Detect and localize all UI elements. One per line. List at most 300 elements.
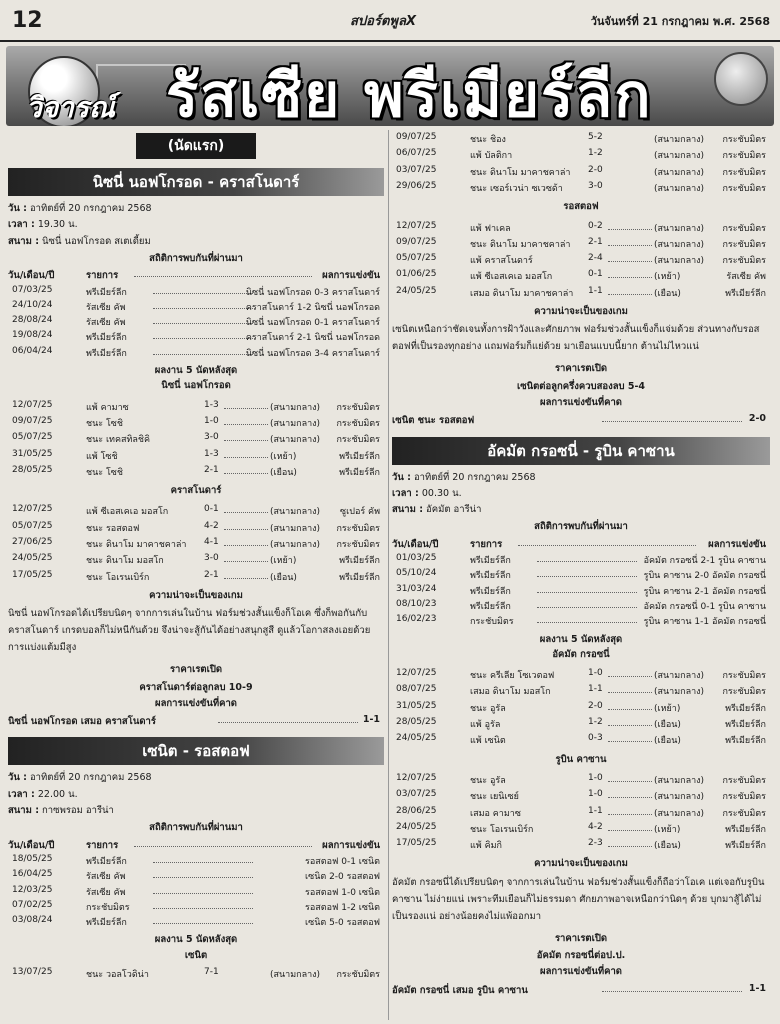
date-value: อาทิตย์ที่ 20 กรกฎาคม 2568 [413, 471, 536, 483]
h2h-competition: กระชับมิตร [86, 902, 130, 913]
form-score: 1-0 [204, 415, 219, 426]
col-comp-header: รายการ [86, 270, 119, 282]
form-competition: พรีเมียร์ลีก [725, 824, 766, 835]
leader-dots [608, 286, 652, 295]
form-row [392, 269, 770, 284]
form-competition: กระชับมิตร [336, 970, 380, 980]
form-competition: กระชับมิตร [336, 540, 380, 550]
col-date-header: วัน/เดือน/ปี [8, 839, 55, 851]
match-analysis: อัคมัต กรอซนี่ได้เปรียบนิดๆ จากการเล่นในบ้าน ฟอร์มช่วงสั้นแข็งก็ถือว่าโอเค แต่เจอกับรูบิน คาซาน ไม่ง่ายแน่ เพราะทีมเยือนก็ไม่ธรรมดา ศักยภาพอาจเหนือกว่านิดๆ ด้วย บุกมาสู้ได้ไม่เป็นรองแน่ อย่างน้อยคงไม่แพ้ออกมา [392, 876, 765, 922]
form-venue: (เยือน) [270, 572, 297, 583]
col-result-header: ผลการแข่งขัน [708, 538, 766, 550]
form-competition: กระชับมิตร [336, 435, 380, 446]
h2h-competition: รัสเซีย คัพ [86, 887, 126, 898]
leader-dots [134, 268, 312, 277]
form-score: 3-0 [204, 553, 219, 564]
form-date: 12/07/25 [12, 399, 53, 410]
form-row [392, 181, 770, 196]
opening-odds: คราสโนดาร์ต่อลูกลบ 10-9 [139, 681, 253, 693]
form-row [8, 449, 384, 464]
h2h-result: อัคมัต กรอซนี่ 2-1 รูบิน คาซาน [643, 556, 766, 566]
form-score: 0-1 [204, 504, 219, 515]
form-date: 31/05/25 [396, 700, 437, 711]
form-venue: (สนามกลาง) [654, 151, 705, 162]
h2h-result: นิซนี่ นอฟโกรอด 3-4 คราสโนดาร์ [245, 348, 380, 359]
h2h-competition: พรีเมียร์ลีก [470, 571, 511, 582]
match-analysis: นิซนี่ นอฟโกรอดได้เปรียบนิดๆ จากการเล่นในบ้าน ฟอร์มช่วงสั้นแข็งก็โอเค ซึ่งก็พอกันกับคราสโนดาร์ เกรดบอลก็ไม่หนีกันด้วย จึงน่าจะสู้กันได้อย่างสนุกสูสี ดูแล้วโอกาสลงเอยด้วยการแบ่งแต้มมีสูง [8, 608, 371, 654]
form-score: 0-3 [588, 733, 603, 744]
form-opponent: แพ้ อูรัล [470, 720, 501, 730]
form-competition: พรีเมียร์ลีก [725, 703, 766, 714]
form-venue: (สนามกลาง) [654, 792, 705, 803]
h2h-date: 01/03/25 [396, 553, 437, 563]
column-divider [388, 130, 389, 1020]
form-date: 09/07/25 [396, 132, 437, 142]
leader-dots [608, 822, 652, 831]
h2h-result: เซนิต 5-0 รอสตอฟ [305, 918, 380, 929]
h2h-date: 06/04/24 [12, 345, 53, 356]
prediction-score: 1-1 [362, 714, 380, 726]
h2h-competition: กระชับมิตร [470, 617, 514, 628]
leader-dots [224, 465, 268, 474]
h2h-result: อัคมัต กรอซนี่ 0-1 รูบิน คาซาน [643, 601, 766, 612]
form-score: 3-0 [588, 180, 603, 191]
last5-heading: ผลงาน 5 นัดหลังสุด [154, 934, 238, 946]
form-venue: (สนามกลาง) [654, 671, 705, 682]
form-competition: กระชับมิตร [722, 671, 766, 682]
form-competition: ซูเปอร์ คัพ [340, 507, 380, 518]
football-icon-right [714, 52, 768, 106]
form-row [8, 967, 384, 982]
h2h-row [392, 584, 770, 599]
date-label: วัน : [8, 772, 27, 784]
form-venue: (สนามกลาง) [654, 135, 705, 145]
form-venue: (สนามกลาง) [270, 435, 321, 446]
h2h-result: รอสตอฟ 1-0 เซนิต [305, 887, 380, 898]
form-row [392, 789, 770, 804]
form-score: 1-1 [588, 805, 603, 816]
form-row [392, 773, 770, 788]
form-date: 08/07/25 [396, 684, 437, 695]
form-venue: (เยือน) [654, 720, 681, 730]
form-row [392, 717, 770, 732]
form-date: 05/07/25 [12, 432, 53, 443]
h2h-competition: รัสเซีย คัพ [86, 302, 126, 313]
form-score: 1-2 [588, 717, 603, 727]
form-row [392, 838, 770, 853]
leader-dots [602, 413, 742, 422]
form-opponent: เสมอ ดินาโม มาคาชคาล่า [470, 288, 574, 299]
prediction-score: 2-0 [748, 413, 766, 425]
form-row [392, 822, 770, 837]
leader-dots [224, 570, 268, 579]
probability-heading: ความน่าจะเป็นของเกม [149, 589, 243, 601]
h2h-result: รูบิน คาซาน 2-1 อัคมัต กรอซนี่ [643, 586, 766, 597]
match-title: อัคมัต กรอซนี่ - รูบิน คาซาน [392, 437, 770, 465]
match-venue [8, 803, 114, 818]
col-date-header: วัน/เดือน/ปี [392, 538, 439, 550]
venue-label: สนาม : [392, 504, 423, 516]
form-venue: (เหย้า) [654, 272, 681, 283]
form-score: 2-1 [204, 569, 219, 580]
first-leg-label [8, 130, 384, 160]
form-opponent: แพ้ คามาซ [86, 402, 129, 413]
form-competition: พรีเมียร์ลีก [339, 556, 380, 567]
team-form-heading: รอสตอฟ [563, 201, 599, 213]
leader-dots [537, 568, 637, 577]
form-competition: พรีเมียร์ลีก [725, 288, 766, 299]
form-score: 1-1 [588, 285, 603, 296]
form-score: 2-4 [588, 253, 603, 264]
match-venue [8, 234, 151, 249]
form-venue: (เหย้า) [654, 703, 681, 714]
opening-odds: อัคมัต กรอซนี่ต่อป.ป. [536, 950, 626, 961]
form-score: 1-3 [204, 399, 219, 410]
col-result-header: ผลการแข่งขัน [322, 270, 380, 282]
h2h-result: คราสโนดาร์ 2-1 นิซนี่ นอฟโกรอด [245, 333, 380, 344]
leader-dots [153, 854, 253, 863]
form-score: 1-1 [588, 684, 603, 695]
form-date: 29/06/25 [396, 180, 437, 191]
form-opponent: ชนะ ชิอง [470, 135, 506, 145]
leader-dots [518, 537, 696, 546]
probability-heading: ความน่าจะเป็นของเกม [534, 306, 628, 317]
h2h-result: นิซนี่ นอฟโกรอด 0-1 คราสโนดาร์ [245, 318, 380, 329]
probability-heading: ความน่าจะเป็นของเกม [534, 858, 628, 870]
form-venue: (สนามกลาง) [270, 507, 321, 518]
form-row [8, 570, 384, 585]
form-opponent: ชนะ วอลโวดิน่า [86, 970, 149, 980]
time-label: เวลา : [8, 788, 35, 800]
banner-subtitle: วิจารณ์ [26, 91, 115, 124]
leader-dots [153, 300, 253, 309]
form-row [392, 132, 770, 147]
form-venue: (เหย้า) [654, 824, 681, 835]
leader-dots [602, 983, 742, 992]
leader-dots [608, 253, 652, 262]
venue-value: กาซพรอม อารีน่า [42, 805, 114, 816]
form-venue: (เยือน) [654, 841, 681, 852]
form-opponent: แพ้ บัลติกา [470, 151, 513, 162]
date-value: อาทิตย์ที่ 20 กรกฎาคม 2568 [29, 203, 152, 214]
form-score: 4-1 [204, 537, 219, 547]
form-row [392, 253, 770, 268]
form-competition: กระชับมิตร [722, 151, 766, 162]
h2h-date: 18/05/25 [12, 853, 53, 864]
h2h-date: 07/03/25 [12, 284, 53, 295]
form-venue: (สนามกลาง) [654, 223, 705, 234]
h2h-row [8, 315, 384, 330]
form-date: 06/07/25 [396, 148, 437, 159]
form-score: 5-2 [588, 132, 603, 142]
h2h-date: 16/02/23 [396, 614, 437, 625]
h2h-row [392, 568, 770, 583]
form-venue: (สนามกลาง) [654, 256, 705, 267]
h2h-competition: พรีเมียร์ลีก [470, 556, 511, 566]
col-comp-header: รายการ [86, 839, 119, 851]
h2h-heading: สถิติการพบกันที่ผ่านมา [534, 521, 628, 533]
form-venue: (เหย้า) [270, 556, 297, 567]
h2h-row [8, 854, 384, 869]
form-row [392, 668, 770, 683]
leader-dots [153, 346, 253, 355]
form-date: 12/07/25 [396, 668, 437, 679]
form-opponent: ชนะ โอเรนเบิร์ก [470, 824, 534, 835]
date-label: วัน : [392, 471, 411, 483]
h2h-heading: สถิติการพบกันที่ผ่านมา [149, 822, 243, 834]
prediction-heading: ผลการแข่งขันที่คาด [155, 697, 237, 709]
h2h-competition: รัสเซีย คัพ [86, 318, 126, 329]
h2h-competition: พรีเมียร์ลีก [86, 333, 127, 344]
form-venue: (สนามกลาง) [654, 808, 705, 819]
form-competition: กระชับมิตร [722, 167, 766, 178]
form-opponent: เสมอ คามาซ [470, 808, 521, 819]
h2h-row [8, 885, 384, 900]
form-score: 2-1 [588, 236, 603, 247]
leader-dots [608, 684, 652, 693]
form-row [8, 432, 384, 447]
form-competition: พรีเมียร์ลีก [725, 720, 766, 730]
form-date: 09/07/25 [12, 415, 53, 426]
form-opponent: ชนะ ดินาโม มาคาชคาล่า [86, 540, 187, 550]
form-competition: กระชับมิตร [722, 775, 766, 786]
form-venue: (สนามกลาง) [654, 167, 705, 178]
h2h-competition: รัสเซีย คัพ [86, 872, 126, 883]
venue-label: สนาม : [8, 235, 39, 247]
form-competition: พรีเมียร์ลีก [339, 467, 380, 478]
h2h-result: รูบิน คาซาน 2-0 อัคมัต กรอซนี่ [643, 571, 766, 582]
form-opponent: ชนะ โซชิ [86, 418, 124, 429]
form-row [8, 465, 384, 480]
form-opponent: ชนะ รอสตอฟ [86, 523, 140, 534]
form-score: 2-0 [588, 700, 603, 711]
h2h-row [8, 915, 384, 930]
form-competition: กระชับมิตร [336, 418, 380, 429]
form-competition: รัสเซีย คัพ [726, 272, 766, 283]
form-row [392, 286, 770, 301]
h2h-column-headers [392, 537, 770, 552]
page-number: 12 [12, 8, 43, 33]
form-date: 03/07/25 [396, 789, 437, 800]
form-date: 01/06/25 [396, 269, 437, 280]
form-date: 27/06/25 [12, 537, 53, 547]
form-date: 12/07/25 [396, 220, 437, 231]
h2h-date: 28/08/24 [12, 315, 53, 326]
team-form-heading: คราสโนดาร์ [170, 485, 222, 497]
form-venue: (สนามกลาง) [270, 402, 321, 413]
form-date: 28/05/25 [12, 464, 53, 475]
form-score: 1-0 [588, 668, 603, 679]
form-opponent: ชนะ ดินาโม มอสโก [86, 556, 164, 567]
form-score: 1-3 [204, 448, 219, 459]
h2h-result: นิซนี่ นอฟโกรอด 0-3 คราสโนดาร์ [245, 287, 380, 298]
form-competition: กระชับมิตร [336, 523, 380, 534]
h2h-result: เซนิต 2-0 รอสตอฟ [305, 872, 380, 883]
form-date: 17/05/25 [396, 838, 437, 849]
form-row [392, 237, 770, 252]
leader-dots [537, 599, 637, 608]
form-venue: (เยือน) [654, 736, 681, 747]
form-opponent: แพ้ เซนิต [470, 736, 506, 747]
team-form-heading: รูบิน คาซาน [555, 753, 607, 765]
h2h-row [8, 869, 384, 884]
form-score: 1-2 [588, 148, 603, 159]
form-competition: พรีเมียร์ลีก [725, 736, 766, 747]
form-row [8, 504, 384, 519]
leader-dots [224, 553, 268, 562]
h2h-result: รอสตอฟ 1-2 เซนิต [305, 902, 380, 913]
leader-dots [608, 806, 652, 815]
prediction-text: อัคมัต กรอซนี่ เสมอ รูบิน คาซาน [392, 984, 528, 996]
prediction-heading: ผลการแข่งขันที่คาด [540, 396, 622, 408]
time-value: 00.30 น. [421, 487, 462, 499]
form-date: 12/07/25 [396, 772, 437, 783]
form-date: 03/07/25 [396, 164, 437, 175]
date-value: อาทิตย์ที่ 20 กรกฎาคม 2568 [29, 772, 152, 784]
form-date: 28/06/25 [396, 805, 437, 816]
form-row [392, 701, 770, 716]
form-row [392, 806, 770, 821]
form-row [8, 416, 384, 431]
venue-value: นิซนี่ นอฟโกรอด สเตเดี้ยม [42, 235, 151, 247]
last5-heading: ผลงาน 5 นัดหลังสุด [154, 365, 238, 376]
form-row [392, 221, 770, 236]
form-venue: (สนามกลาง) [654, 183, 705, 194]
form-row [392, 733, 770, 748]
opening-odds: เซนิตต่อลูกครึ่งควบสองลบ 5-4 [516, 380, 646, 392]
form-score: 1-0 [588, 789, 603, 800]
date-label: วัน : [8, 203, 27, 214]
form-row [8, 400, 384, 415]
team-form-heading: เซนิต [184, 949, 208, 961]
match-time [392, 486, 462, 501]
form-opponent: ชนะ โซชิ [86, 467, 124, 478]
odds-heading: ราคาเรตเปิด [169, 664, 223, 676]
form-competition: กระชับมิตร [722, 239, 766, 250]
form-opponent: ชนะ เซอร์เวน่า ซเวซด้า [470, 183, 563, 194]
form-venue: (สนามกลาง) [270, 970, 321, 980]
leader-dots [537, 614, 637, 623]
leader-dots [153, 285, 253, 294]
h2h-column-headers [8, 838, 384, 853]
col-result-header: ผลการแข่งขัน [322, 839, 380, 851]
form-competition: กระชับมิตร [722, 687, 766, 698]
leader-dots [608, 221, 652, 230]
leader-dots [608, 237, 652, 246]
form-competition: กระชับมิตร [722, 808, 766, 819]
h2h-row [8, 285, 384, 300]
h2h-competition: พรีเมียร์ลีก [86, 348, 127, 359]
prediction-heading: ผลการแข่งขันที่คาด [540, 966, 622, 978]
form-competition: กระชับมิตร [336, 402, 380, 413]
form-date: 24/05/25 [12, 553, 53, 564]
h2h-result: รอสตอฟ 0-1 เซนิต [305, 856, 380, 867]
form-score: 4-2 [588, 821, 603, 832]
form-score: 7-1 [204, 967, 219, 977]
form-date: 31/05/25 [12, 448, 53, 459]
leader-dots [224, 521, 268, 530]
form-score: 3-0 [204, 432, 219, 443]
h2h-date: 08/10/23 [396, 598, 437, 609]
first-leg-badge: (นัดแรก) [136, 133, 256, 159]
match-time [8, 787, 78, 802]
form-opponent: แพ้ คิมกิ [470, 841, 502, 852]
form-competition: พรีเมียร์ลีก [725, 841, 766, 852]
form-date: 13/07/25 [12, 967, 53, 977]
form-competition: กระชับมิตร [722, 256, 766, 267]
form-opponent: แพ้ ซีเอสเคเอ มอสโก [86, 507, 169, 518]
leader-dots [224, 449, 268, 458]
form-score: 2-0 [588, 164, 603, 175]
h2h-date: 31/03/24 [396, 583, 437, 594]
form-opponent: ชนะ อูรัล [470, 703, 506, 714]
form-venue: (สนามกลาง) [270, 523, 321, 534]
form-opponent: แพ้ ฟาเคล [470, 223, 511, 234]
leader-dots [537, 584, 637, 593]
prediction-text: เซนิต ชนะ รอสตอฟ [392, 415, 475, 427]
form-row [8, 521, 384, 536]
leader-dots [218, 714, 358, 723]
h2h-row [392, 553, 770, 568]
form-date: 28/05/25 [396, 717, 437, 727]
match-date [8, 201, 152, 216]
form-opponent: ชนะ เทคสทิลชิคิ [86, 435, 151, 446]
form-date: 09/07/25 [396, 236, 437, 247]
h2h-result: รูบิน คาซาน 1-1 อัคมัต กรอซนี่ [643, 617, 766, 628]
form-opponent: แพ้ คราสโนดาร์ [470, 256, 533, 267]
match-time [8, 217, 78, 232]
form-venue: (สนามกลาง) [654, 239, 705, 250]
leader-dots [224, 504, 268, 513]
form-date: 05/07/25 [12, 520, 53, 531]
form-score: 1-0 [588, 772, 603, 783]
time-label: เวลา : [8, 219, 35, 231]
form-venue: (สนามกลาง) [270, 540, 321, 550]
leader-dots [153, 315, 253, 324]
leader-dots [153, 915, 253, 924]
h2h-competition: พรีเมียร์ลีก [470, 601, 511, 612]
form-opponent: ชนะ ครีเลีย โซเวตอฟ [470, 671, 555, 682]
form-score: 4-2 [204, 520, 219, 531]
match-title: นิซนี่ นอฟโกรอด - คราสโนดาร์ [8, 168, 384, 196]
odds-heading: ราคาเรตเปิด [554, 363, 608, 375]
leader-dots [537, 553, 637, 562]
form-venue: (เยือน) [654, 288, 681, 299]
h2h-row [392, 614, 770, 629]
form-opponent: ชนะ โอเรนเบิร์ก [86, 572, 150, 583]
form-competition: กระชับมิตร [722, 223, 766, 234]
form-opponent: ชนะ ดินาโม มาคาชคาล่า [470, 239, 571, 250]
odds-heading: ราคาเรตเปิด [554, 932, 608, 944]
form-score: 0-1 [588, 269, 603, 280]
form-opponent: ชนะ ดินาโม มาคาชคาล่า [470, 167, 571, 178]
brand-logo: สปอร์ตพูลX [350, 14, 416, 29]
team-form-heading: นิซนี่ นอฟโกรอด [161, 380, 231, 392]
time-value: 19.30 น. [37, 219, 78, 231]
h2h-date: 03/08/24 [12, 915, 53, 926]
h2h-column-headers [8, 268, 384, 283]
leader-dots [224, 432, 268, 441]
prediction-score: 1-1 [748, 982, 766, 994]
match-venue [392, 502, 482, 517]
issue-date: วันจันทร์ที่ 21 กรกฎาคม พ.ศ. 2568 [590, 15, 770, 28]
h2h-date: 24/10/24 [12, 299, 53, 310]
form-venue: (เยือน) [270, 467, 297, 478]
h2h-date: 05/10/24 [396, 568, 437, 579]
section-banner [6, 46, 774, 126]
prediction-text: นิซนี่ นอฟโกรอด เสมอ คราสโนดาร์ [8, 716, 156, 728]
last5-heading: ผลงาน 5 นัดหลังสุด [539, 633, 623, 645]
